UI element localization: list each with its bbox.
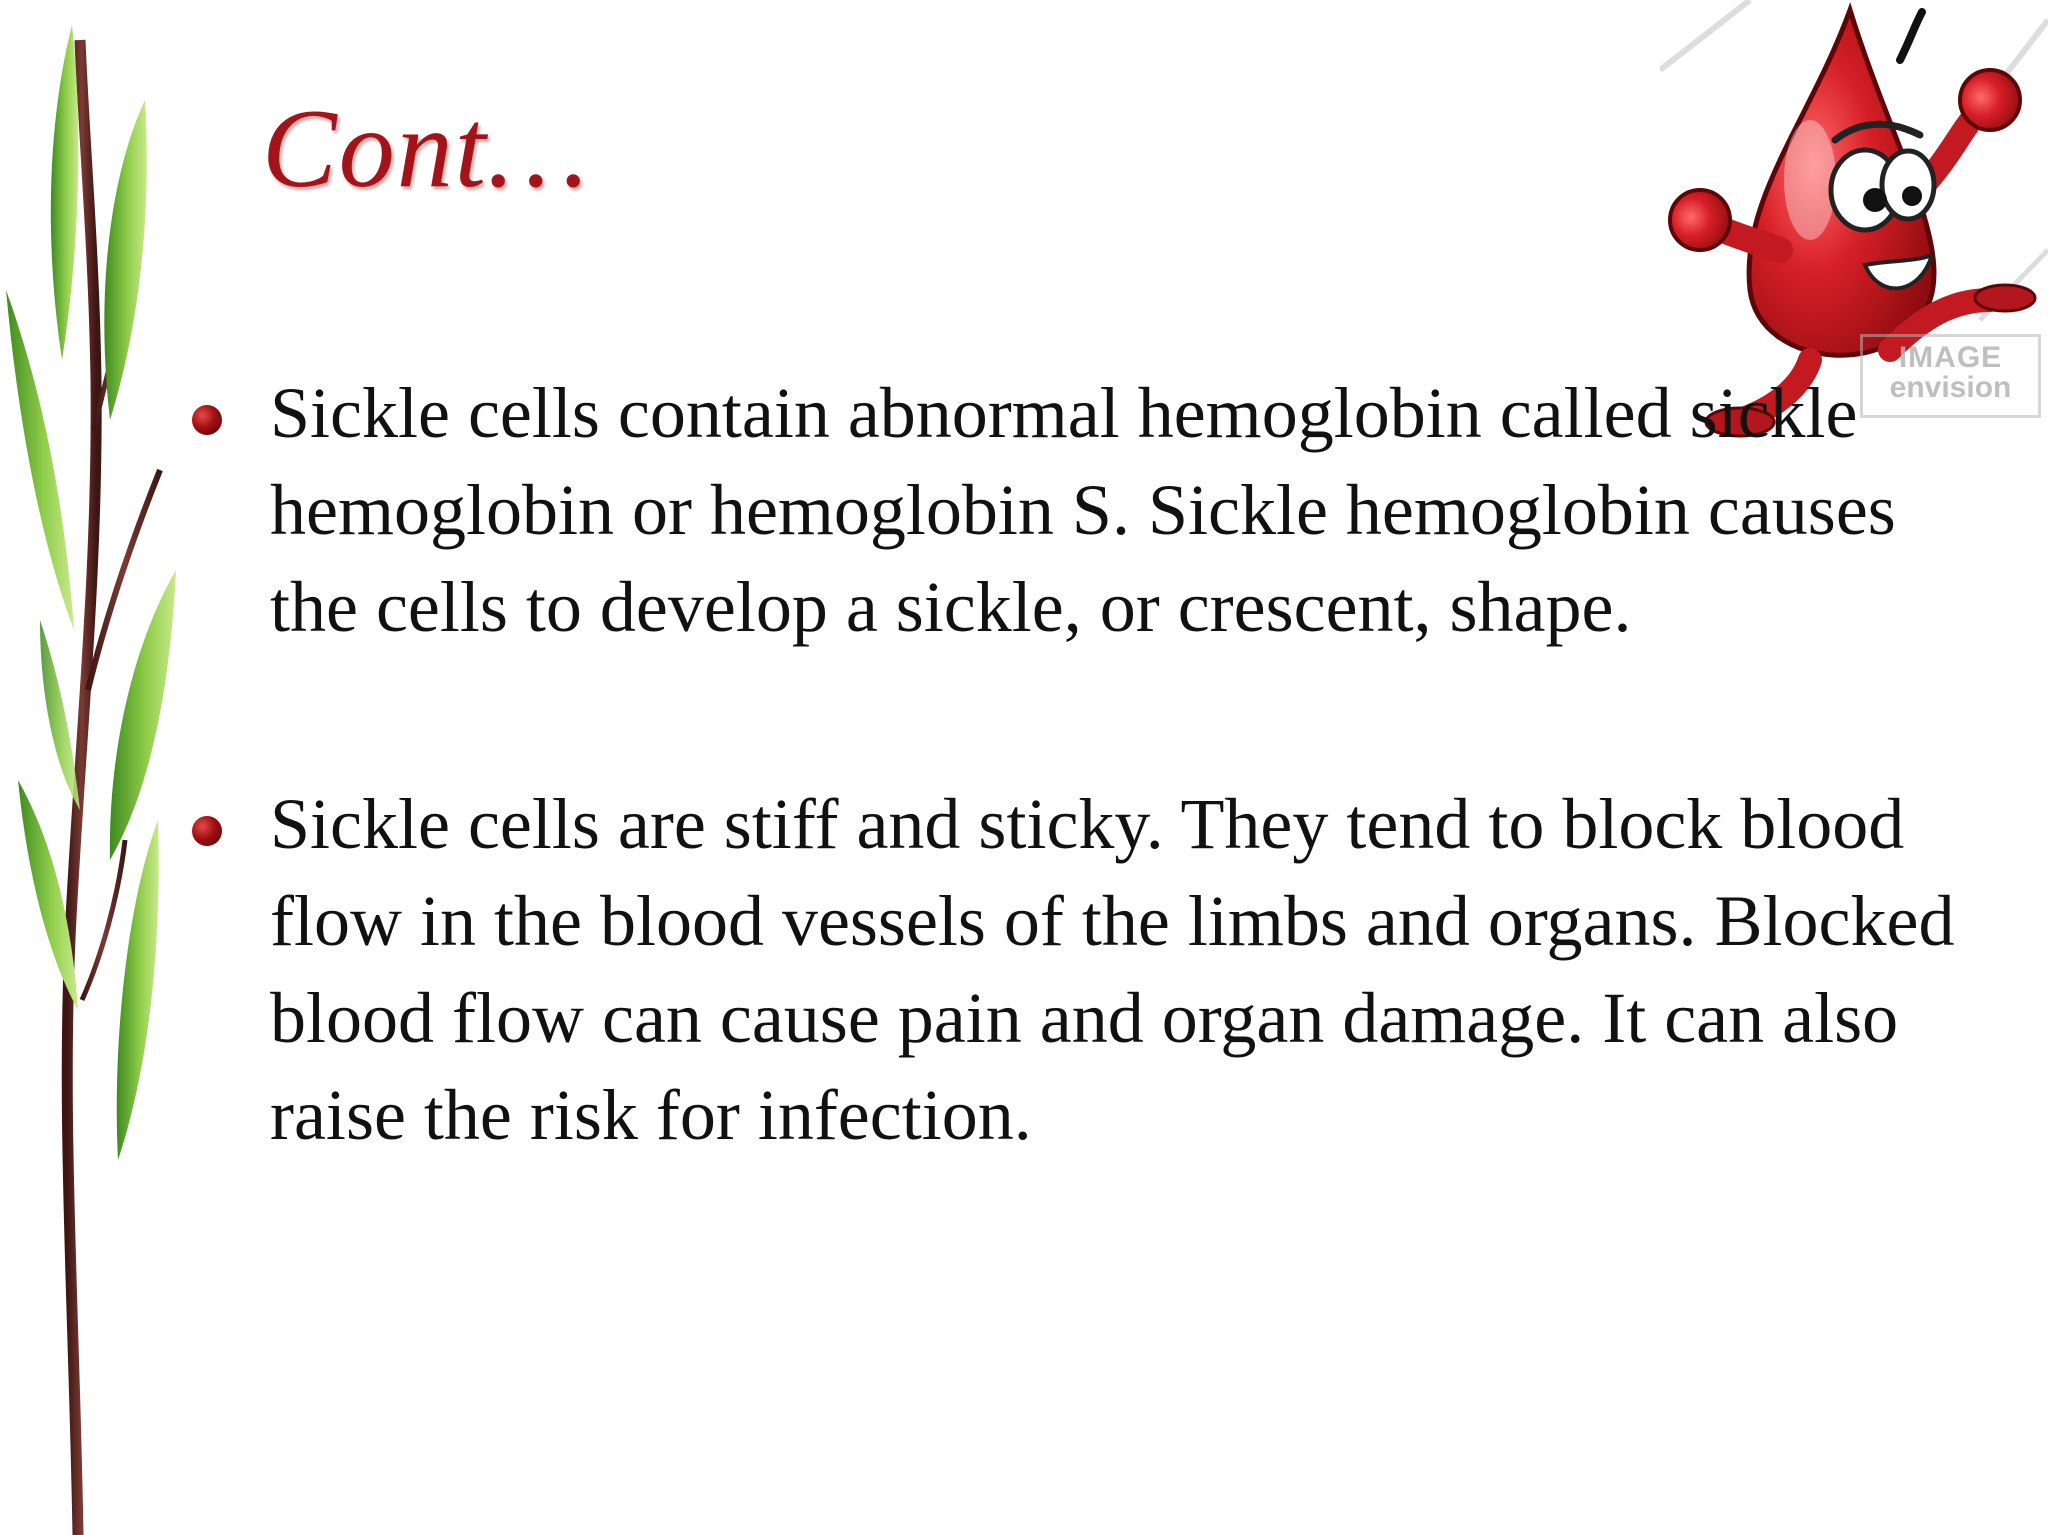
watermark-line-2: envision [1889, 371, 2012, 404]
watermark-line-1: IMAGE [1898, 341, 2003, 374]
bullet-list [190, 365, 1990, 1284]
bullet-text-2: Sickle cells are stiff and sticky. They tend to block blood flow in the blood vessels of the limbs and organs. Blocked blood flow can cause pain and organ damage. It can also raise the risk for infection. [270, 784, 1955, 1155]
slide-title: Cont… [262, 87, 590, 211]
red-ball-bullet-icon [192, 816, 222, 846]
bullet-text-1: Sickle cells contain abnormal hemoglobin called sickle hemoglobin or hemoglobin S. Sickle hemoglobin causes the cells to develop a sickle, or crescent, shape. [270, 373, 1896, 647]
red-ball-bullet-icon [192, 405, 222, 435]
bullet-item-1 [190, 365, 1990, 656]
bullet-item-2 [190, 776, 1990, 1164]
plant-decoration [0, 0, 200, 1535]
